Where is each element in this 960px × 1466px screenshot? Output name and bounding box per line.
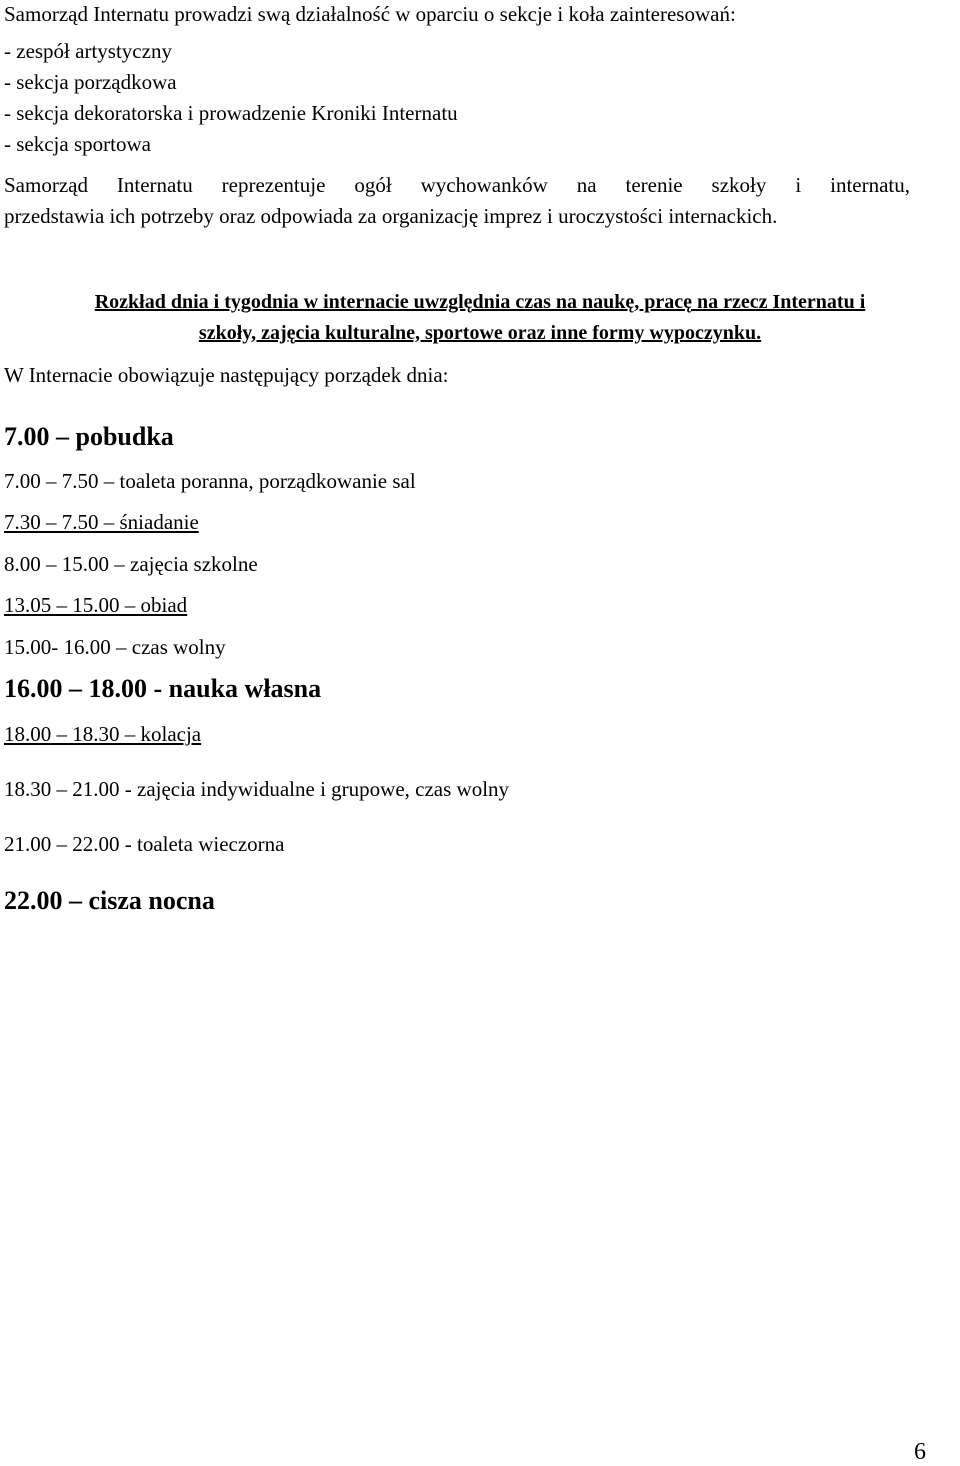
page-number: 6 <box>914 1439 926 1465</box>
schedule-item-wakeup: 7.00 – pobudka <box>4 422 174 451</box>
schedule-item-self-study: 16.00 – 18.00 - nauka własna <box>4 674 322 703</box>
representation-line-2: przedstawia ich potrzeby oraz odpowiada za organizację imprez i uroczystości internackich. <box>4 204 778 228</box>
schedule-item-lunch: 13.05 – 15.00 – obiad <box>4 593 188 617</box>
schedule-item-evening-toilet: 21.00 – 22.00 - toaleta wieczorna <box>4 832 285 856</box>
list-item: - sekcja porządkowa <box>4 70 177 94</box>
list-item: - sekcja dekoratorska i prowadzenie Kroniki Internatu <box>4 101 458 125</box>
schedule-heading-line-1: Rozkład dnia i tygodnia w internacie uwzględnia czas na naukę, pracę na rzecz Internatu i <box>94 291 866 313</box>
schedule-item-morning-toilet: 7.00 – 7.50 – toaleta poranna, porządkowanie sal <box>4 469 416 493</box>
representation-line-1: Samorząd Internatu reprezentuje ogół wychowanków na terenie szkoły i internatu, <box>4 173 910 197</box>
schedule-item-free-time: 15.00- 16.00 – czas wolny <box>4 635 226 659</box>
schedule-heading-line-2: szkoły, zajęcia kulturalne, sportowe oraz inne formy wypoczynku. <box>198 322 762 344</box>
schedule-item-activities: 18.30 – 21.00 - zajęcia indywidualne i grupowe, czas wolny <box>4 777 510 801</box>
schedule-item-breakfast: 7.30 – 7.50 – śniadanie <box>4 510 199 534</box>
intro-text: Samorząd Internatu prowadzi swą działalność w oparciu o sekcje i koła zainteresowań: <box>4 2 736 26</box>
schedule-item-school: 8.00 – 15.00 – zajęcia szkolne <box>4 552 258 576</box>
schedule-intro: W Internacie obowiązuje następujący porządek dnia: <box>4 363 449 387</box>
list-item: - sekcja sportowa <box>4 132 151 156</box>
list-item: - zespół artystyczny <box>4 39 172 63</box>
schedule-item-dinner: 18.00 – 18.30 – kolacja <box>4 722 202 746</box>
schedule-item-quiet-hours: 22.00 – cisza nocna <box>4 886 215 915</box>
